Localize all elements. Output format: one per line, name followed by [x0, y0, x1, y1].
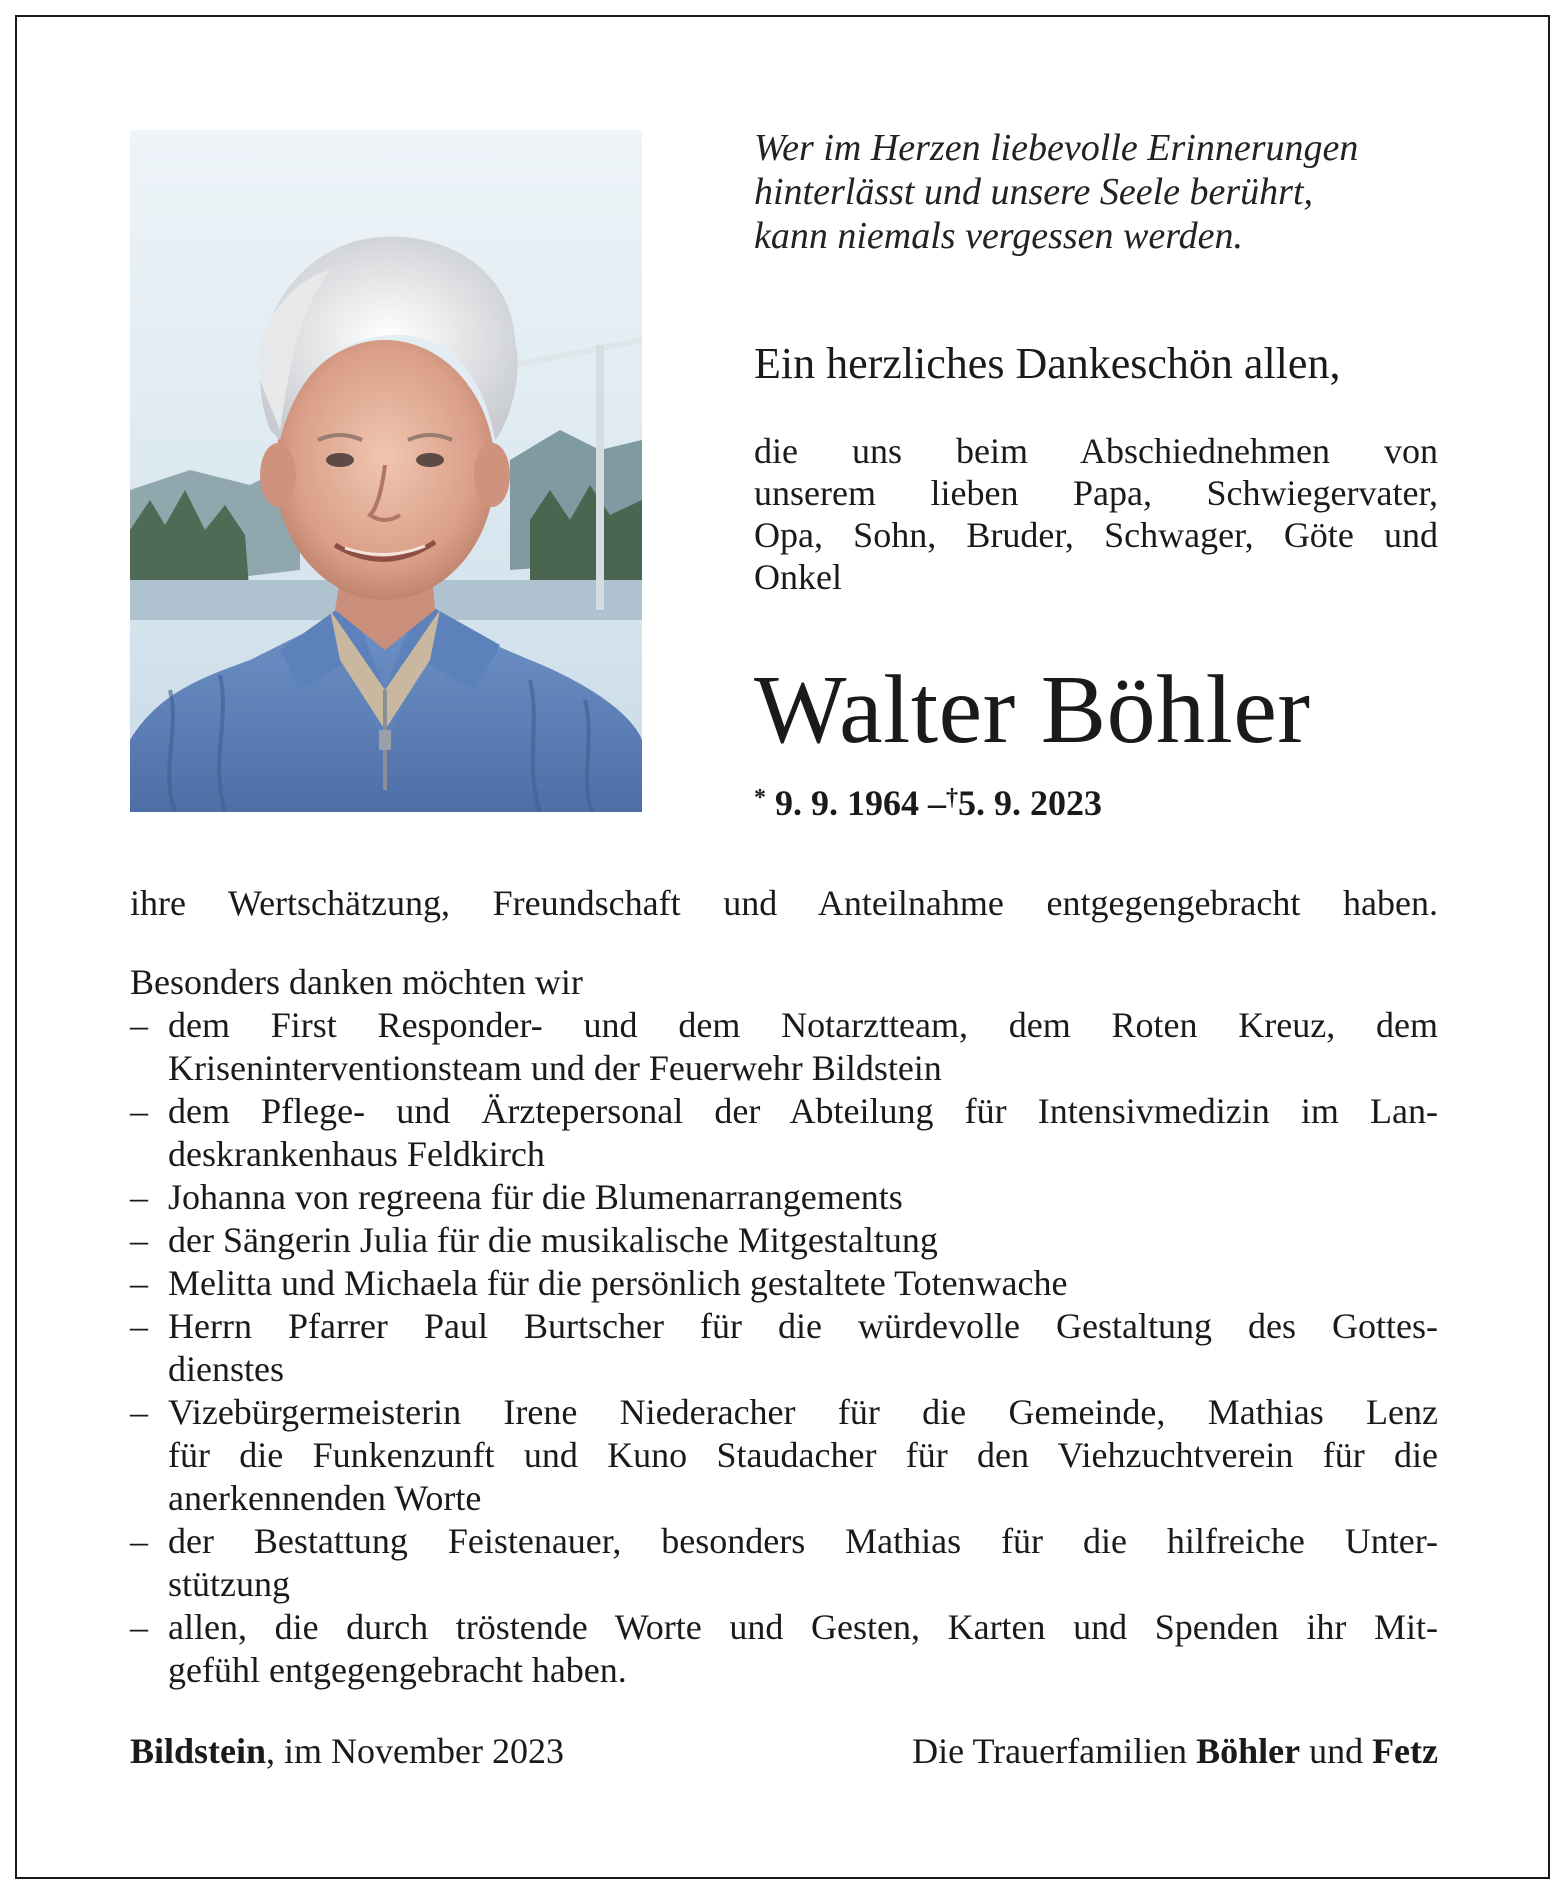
besonders-heading: Besonders danken möchten wir — [130, 962, 583, 1002]
list-line: deskrankenhaus Feldkirch — [168, 1134, 545, 1174]
place-date — [130, 1728, 564, 1774]
thanks-list — [130, 1004, 1438, 1692]
thanks-heading: Ein herzliches Dankeschön allen, — [754, 339, 1341, 388]
place-name: Bildstein — [130, 1731, 267, 1771]
dash-bullet: – — [130, 1607, 148, 1647]
family-signature — [912, 1728, 1438, 1774]
list-item — [130, 1305, 1438, 1391]
dash-bullet: – — [130, 1306, 148, 1346]
dash-bullet: – — [130, 1005, 148, 1045]
list-line: anerkennenden Worte — [168, 1478, 482, 1518]
list-item — [130, 1606, 1438, 1692]
list-item — [130, 1090, 1438, 1176]
intro-line: Onkel — [754, 557, 842, 597]
intro-text — [754, 430, 1438, 598]
list-line: für die Funkenzunft und Kuno Staudacher für den Viehzuchtverein für die — [168, 1435, 1438, 1475]
portrait-illustration — [130, 130, 642, 812]
portrait-photo — [130, 130, 642, 812]
birth-star-icon: * — [754, 785, 766, 811]
list-line: der Bestattung Feistenauer, besonders Mathias für die hilfreiche Unter- — [168, 1521, 1438, 1561]
lead-text: ihre Wertschätzung, Freundschaft und Anteilnahme entgegengebracht haben. — [130, 883, 1438, 923]
date-text: , im November 2023 — [266, 1731, 564, 1771]
motto-line: Wer im Herzen liebevolle Erinnerungen — [754, 127, 1359, 169]
dash-bullet: – — [130, 1091, 148, 1131]
dash-bullet: – — [130, 1263, 148, 1303]
motto-line: hinterlässt und unsere Seele berührt, — [754, 171, 1314, 213]
list-item — [130, 1262, 1438, 1305]
dash-bullet: – — [130, 1220, 148, 1260]
list-item — [130, 1520, 1438, 1606]
dash-bullet: – — [130, 1521, 148, 1561]
list-line: dienstes — [168, 1349, 284, 1389]
list-item — [130, 1004, 1438, 1090]
birth-date: 9. 9. 1964 — [775, 783, 919, 823]
family-name-2: Fetz — [1372, 1731, 1438, 1771]
motto-quote — [754, 126, 1454, 258]
list-line: Vizebürgermeisterin Irene Niederacher für die Gemeinde, Mathias Lenz — [168, 1392, 1438, 1432]
intro-line: unserem lieben Papa, Schwiegervater, — [754, 473, 1438, 513]
deceased-name: Walter Böhler — [754, 656, 1311, 764]
list-line: dem Pflege- und Ärztepersonal der Abteilung für Intensivmedizin im Lan- — [168, 1091, 1438, 1131]
list-line: stützung — [168, 1564, 290, 1604]
death-date: 5. 9. 2023 — [958, 783, 1102, 823]
dash-bullet: – — [130, 1392, 148, 1432]
list-item — [130, 1176, 1438, 1219]
list-line: Kriseninterventionsteam und der Feuerwehr Bildstein — [168, 1048, 942, 1088]
motto-line: kann niemals vergessen werden. — [754, 215, 1243, 257]
list-line: dem First Responder- und dem Notarztteam, dem Roten Kreuz, dem — [168, 1005, 1438, 1045]
body-text — [130, 882, 1438, 1692]
dash-bullet: – — [130, 1177, 148, 1217]
death-cross-icon: † — [946, 785, 958, 811]
footer — [130, 1728, 1438, 1774]
family-name-1: Böhler — [1196, 1731, 1301, 1771]
life-dates — [754, 775, 1102, 826]
list-line: Herrn Pfarrer Paul Burtscher für die würdevolle Gestaltung des Gottes- — [168, 1306, 1438, 1346]
date-separator: – — [928, 783, 946, 823]
family-and: und — [1300, 1731, 1373, 1771]
list-line: allen, die durch tröstende Worte und Gesten, Karten und Spenden ihr Mit- — [168, 1607, 1438, 1647]
family-prefix: Die Trauerfamilien — [912, 1731, 1197, 1771]
list-line: Johanna von regreena für die Blumenarrangements — [168, 1177, 903, 1217]
list-item — [130, 1219, 1438, 1262]
list-line: der Sängerin Julia für die musikalische Mitgestaltung — [168, 1220, 938, 1260]
list-line: Melitta und Michaela für die persönlich gestaltete Totenwache — [168, 1263, 1068, 1303]
list-line: gefühl entgegengebracht haben. — [168, 1650, 627, 1690]
intro-line: Opa, Sohn, Bruder, Schwager, Göte und — [754, 515, 1438, 555]
list-item — [130, 1391, 1438, 1520]
intro-line: die uns beim Abschiednehmen von — [754, 431, 1438, 471]
